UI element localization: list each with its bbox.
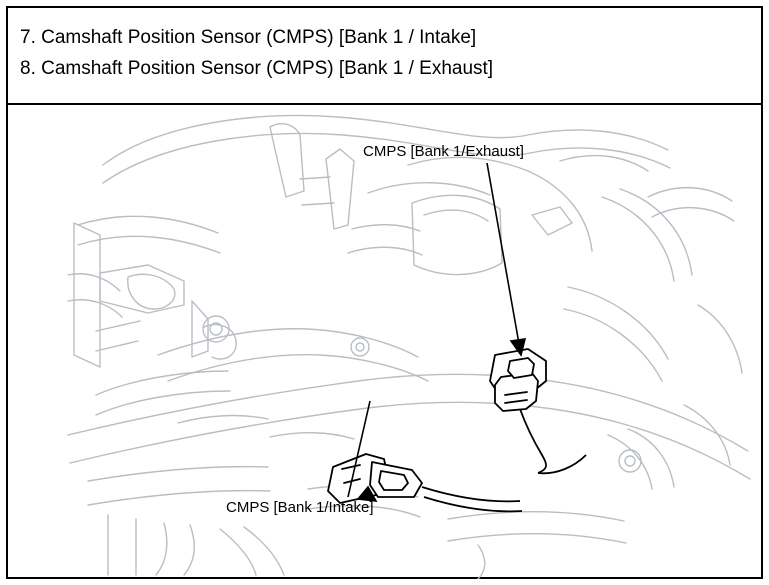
cmps-intake-sensor-outline [328, 454, 422, 503]
cmps-intake-connector-wire [422, 487, 520, 501]
engine-photo-figure [8, 105, 761, 579]
callout-label-exhaust: CMPS [Bank 1/Exhaust] [363, 143, 524, 160]
document-frame [6, 6, 763, 579]
engine-bay-line-drawing [8, 105, 761, 579]
cmps-exhaust-sensor-outline [490, 349, 546, 411]
header-line-7: 7. Camshaft Position Sensor (CMPS) [Bank 1 / Intake] [20, 27, 477, 48]
callout-label-intake: CMPS [Bank 1/Intake] [226, 499, 374, 516]
cmps-exhaust-connector-wire [520, 409, 546, 473]
header-block [8, 8, 761, 105]
header-line-8: 8. Camshaft Position Sensor (CMPS) [Bank 1 / Exhaust] [20, 58, 494, 79]
engine-background-details [68, 116, 750, 579]
callout-leader-exhaust [487, 163, 525, 355]
